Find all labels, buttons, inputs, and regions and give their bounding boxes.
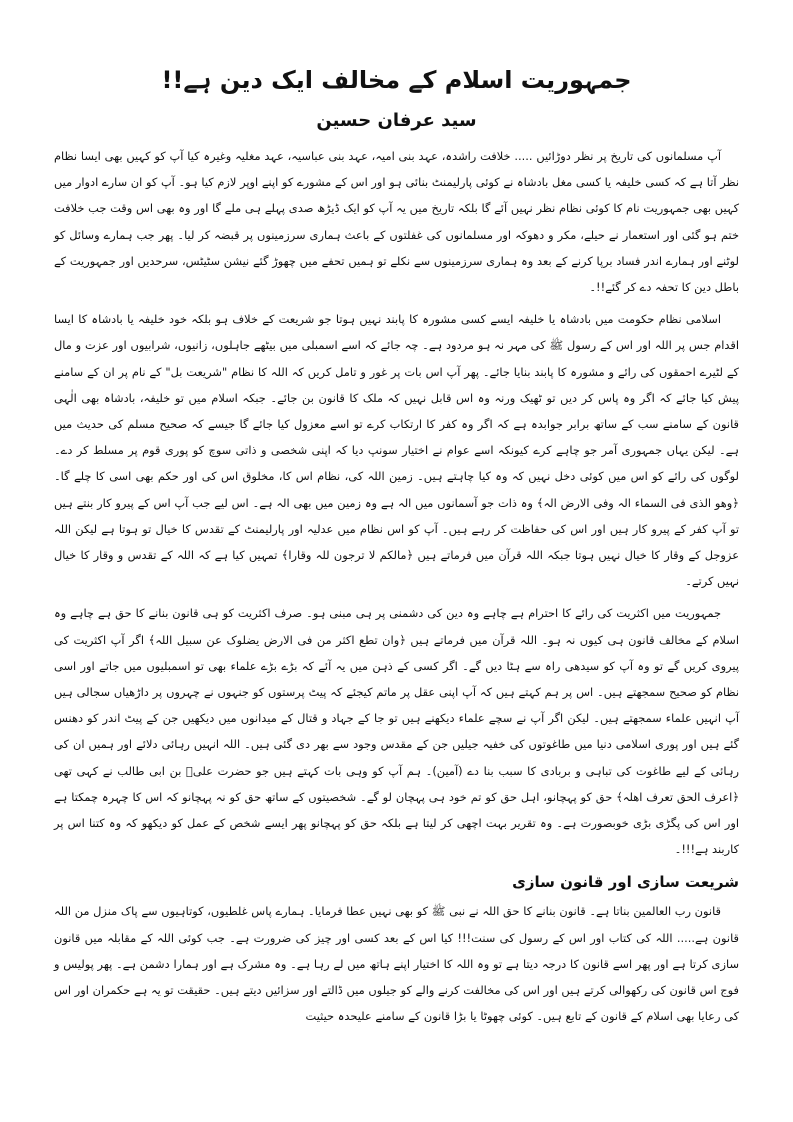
section-heading: شریعت سازی اور قانون سازی xyxy=(512,873,739,892)
paragraph-4: قانون رب العالمین بناتا ہے۔ قانون بنانے کا حق اللہ نے نبی ﷺ کو بھی نہیں عطا فرمایا۔ ہمارے پاس غلطیوں، کوتاہیوں سے پاک منزل من اللہ قانون ہے..... اللہ کی کتاب اور اس کے رسول کی سنت!!! کیا اس کے بعد کسی اور چیز کی ضرورت ہے۔ جب کوئی اللہ کے مقابلہ میں قانون سازی کرتا ہے اور پھر اسے قانون کا درجہ دیتا ہے تو وہ اللہ کا اختیار اپنے ہاتھ میں لے رہا ہے۔ وہ مشرک ہے اور ہمارا دشمن ہے۔ پھر پولیس و فوج اس قانون کی رکھوالی کرتے ہیں اور اس کی مخالفت کرنے والے کو جیلوں میں ڈالتے اور سزائیں دیتے ہیں۔ حقیقت تو یہ ہے حکمران اور اس کی رعایا بھی اسلام کے قانون کے تابع ہیں۔ کوئی چھوٹا یا بڑا قانون کے سامنے علیحدہ حیثیت xyxy=(54,904,739,1024)
paragraph-2: اسلامی نظام حکومت میں بادشاہ یا خلیفہ ایسے کسی مشورہ کا پابند نہیں ہوتا جو شریعت کے خلاف ہو بلکہ خود خلیفہ یا بادشاہ کا ایسا اقدام جس پر اللہ اور اس کے رسول ﷺ کی مہر نہ ہو مردود ہے۔ چہ جائے کہ اسے اسمبلی میں بیٹھے جاہلوں، زانیوں، شرابیوں اور عزت و مال کے لٹیرے احمقوں کی رائے و مشورہ کا پابند بنایا جائے۔ پھر آپ اس بات پر غور و تامل کریں کہ اللہ کا نظام "شریعت بل" کے نام پر ان کے سامنے پیش کیا جائے کہ اگر وہ پاس کر دیں تو ٹھیک ورنہ وہ اس قابل نہیں کہ ملک کا قانون بن جائے۔ جبکہ اسلام میں تو خلیفہ، بادشاہ بھی الٰہی قانون کے سامنے سب کے ساتھ برابر جوابدہ ہے کہ اگر وہ کفر کا ارتکاب کرے تو اسے معزول کیا جائے گا جیسے کہ صحیح مسلم کی حدیث میں ہے۔ لیکن یہاں جمہوری آمر جو چاہے کرے کیونکہ اسے عوام نے اختیار سونپ دیا کہ اپنی شخصی و ذاتی سوچ کو پوری قوم پر مسلط کر دے۔ لوگوں کی رائے کو اس میں کوئی دخل نہیں کہ وہ کیا چاہتے ہیں۔ زمین اللہ کی، نظام اس کا، مخلوق اس کی اور حکم بھی اسی کا چلے گا۔ ﴿وھو الذی فی السماء الہ وفی الارض الہ﴾ وہ ذات جو آسمانوں میں الہ ہے وہ زمین میں بھی الہ ہے۔ اس لیے جب آپ اس کے پیرو کار بنتے ہیں تو آپ کفر کے پیرو کار ہیں اور اس کی حفاظت کر رہے ہیں۔ آپ کو اس نظام میں عدلیہ اور پارلیمنٹ کے تقدس کا خیال تو ہوتا ہے لیکن اللہ عزوجل کے وقار کا خیال نہیں ہوتا جبکہ اللہ قرآن میں فرماتے ہیں ﴿مالکم لا ترجون للہ وقارا﴾ تمہیں کیا ہے کہ اللہ کے تقدس و وقار کا خیال نہیں کرتے۔ xyxy=(54,312,740,589)
author-name: سید عرفان حسین xyxy=(316,110,477,131)
document-page xyxy=(54,66,739,1036)
article-title: جمہوریت اسلام کے مخالف ایک دین ہے!! xyxy=(161,66,632,94)
paragraph-3: جمہوریت میں اکثریت کی رائے کا احترام ہے چاہے وہ دین کی دشمنی پر ہی مبنی ہو۔ صرف اکثریت کو ہی قانون بنانے کا حق ہے چاہے وہ اسلام کے مخالف قانون ہی کیوں نہ ہو۔ اللہ قرآن میں فرماتے ہیں ﴿وان تطع اکثر من فی الارض یضلوک عن سبیل اللہ﴾ اگر آپ اکثریت کی پیروی کریں گے تو وہ آپ کو سیدھی راہ سے ہٹا دیں گے۔ اگر کسی کے ذہن میں یہ آئے کہ بڑے بڑے علماء بھی تو اسمبلیوں میں جاتے اور اسی نظام کو صحیح سمجھتے ہیں۔ اس پر ہم کہتے ہیں کہ آپ اپنی عقل پر ماتم کیجئے کہ پیٹ پرستوں کو جنہوں نے چہروں پر داڑھیاں سجالی ہیں آپ انہیں علماء سمجھتے ہیں۔ لیکن اگر آپ نے سچے علماء دیکھنے ہیں تو جا کے جہاد و قتال کے میدانوں میں دیکھیں جن کے پیٹ اندر کو دھنس گئے ہیں اور پوری اسلامی دنیا میں طاغوتوں کی خفیہ جیلیں جن کے مقدس وجود سے بھر دی گئی ہیں۔ اللہ انہیں رہائی دلائے اور ہمیں ان کی رہائی کے لیے طاغوت کی تباہی و بربادی کا سبب بنا دے (آمین)۔ ہم آپ کو وہی بات کہتے ہیں جو حضرت علیؓ بن ابی طالب نے کہی تھی ﴿اعرف الحق تعرف اھلہ﴾ حق کو پہچانو، اہل حق کو تم خود ہی پہچان لو گے۔ شخصیتوں کے ساتھ حق کو نہ پہچانو کہ اس کا چہرہ چمکتا ہے اور اس کی پگڑی بڑی خوبصورت ہے۔ وہ تقریر بہت اچھی کر لیتا ہے بلکہ حق کو پہچانو پھر ایسے شخص کے عمل کو دیکھو کہ وہ کتنا اس پر کاربند ہے!!!۔ xyxy=(54,606,739,857)
paragraph-1: آپ مسلمانوں کی تاریخ پر نظر دوڑائیں ..... خلافت راشدہ، عہد بنی امیہ، عہد بنی عباسیہ، عہد مغلیہ وغیرہ کیا آپ کو کہیں بھی ایسا نظام نظر آتا ہے کہ کسی خلیفہ یا کسی مغل بادشاہ نے کوئی پارلیمنٹ بنائی ہو اور اس کے مشورے کو اپنے اوپر لازم کیا ہو۔ آپ کو ان سارے ادوار میں کہیں بھی جمہوریت نام کا کوئی نظام نظر نہیں آئے گا بلکہ تاریخ میں یہ آپ کو ایک ڈیڑھ صدی پہلے ہی ملے گا اور وہ بھی اس وقت جب خلافت ختم ہو گئی اور استعمار نے حیلے، مکر و دھوکہ اور مسلمانوں کی غفلتوں کے باعث ہماری سرزمینوں پر قبضہ کر لیا۔ پھر جب ہمارے وسائل کو لوٹنے اور ہمارے اندر فساد برپا کرنے کے بعد وہ ہماری سرزمینوں سے نکلے تو ہمیں تحفے میں چھوڑ گئے نیشن سٹیٹس، سرحدیں اور جمہوریت کے باطل دین کا تحفہ دے کر گئے!!۔ xyxy=(54,149,739,295)
